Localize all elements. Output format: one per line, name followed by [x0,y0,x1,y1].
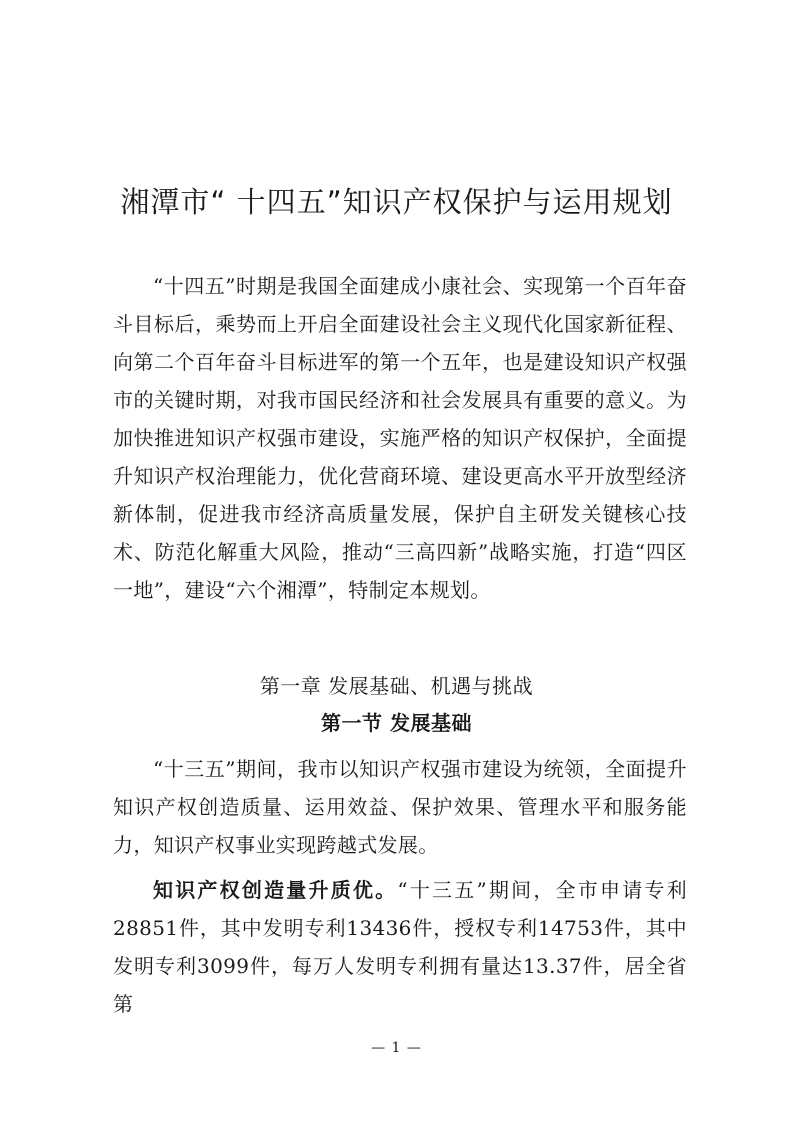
page-number: — 1 — [371,1040,422,1056]
intro-paragraph: “十四五”时期是我国全面建成小康社会、实现第一个百年奋斗目标后，乘势而上开启全面建设社会主义现代化国家新征程、向第二个百年奋斗目标进军的第一个五年，也是建设知识产权强市的关键时期，对我市国民经济和社会发展具有重要的意义。为加快推进知识产权强市建设，实施严格的知识产权保护，全面提升知识产权治理能力，优化营商环境、建设更高水平开放型经济新体制，促进我市经济高质量发展，保护自主研发关键核心技术、防范化解重大风险，推动“三高四新”战略实施，打造“四区一地”，建设“六个湘潭”，特制定本规划。 [113,274,687,602]
paragraph-body-text: “十三五”期间，全市申请专利28851件，其中发明专利13436件，授权专利14753件，其中发明专利3099件，每万人发明专利拥有量达13.37件，居全省第 [113,878,687,1016]
paragraph-lead-phrase: 知识产权创造量升质优。 [153,878,398,902]
section-heading: 第一节 发展基础 [321,711,472,735]
chapter-heading: 第一章 发展基础、机遇与挑战 [259,674,534,698]
section-paragraph-1: “十三五”期间，我市以知识产权强市建设为统领，全面提升知识产权创造质量、运用效益、保护效果、管理水平和服务能力，知识产权事业实现跨越式发展。 [113,757,687,857]
section-paragraph-2 [113,871,687,1023]
document-title: 湘潭市“ 十四五”知识产权保护与运用规划 [120,185,673,219]
